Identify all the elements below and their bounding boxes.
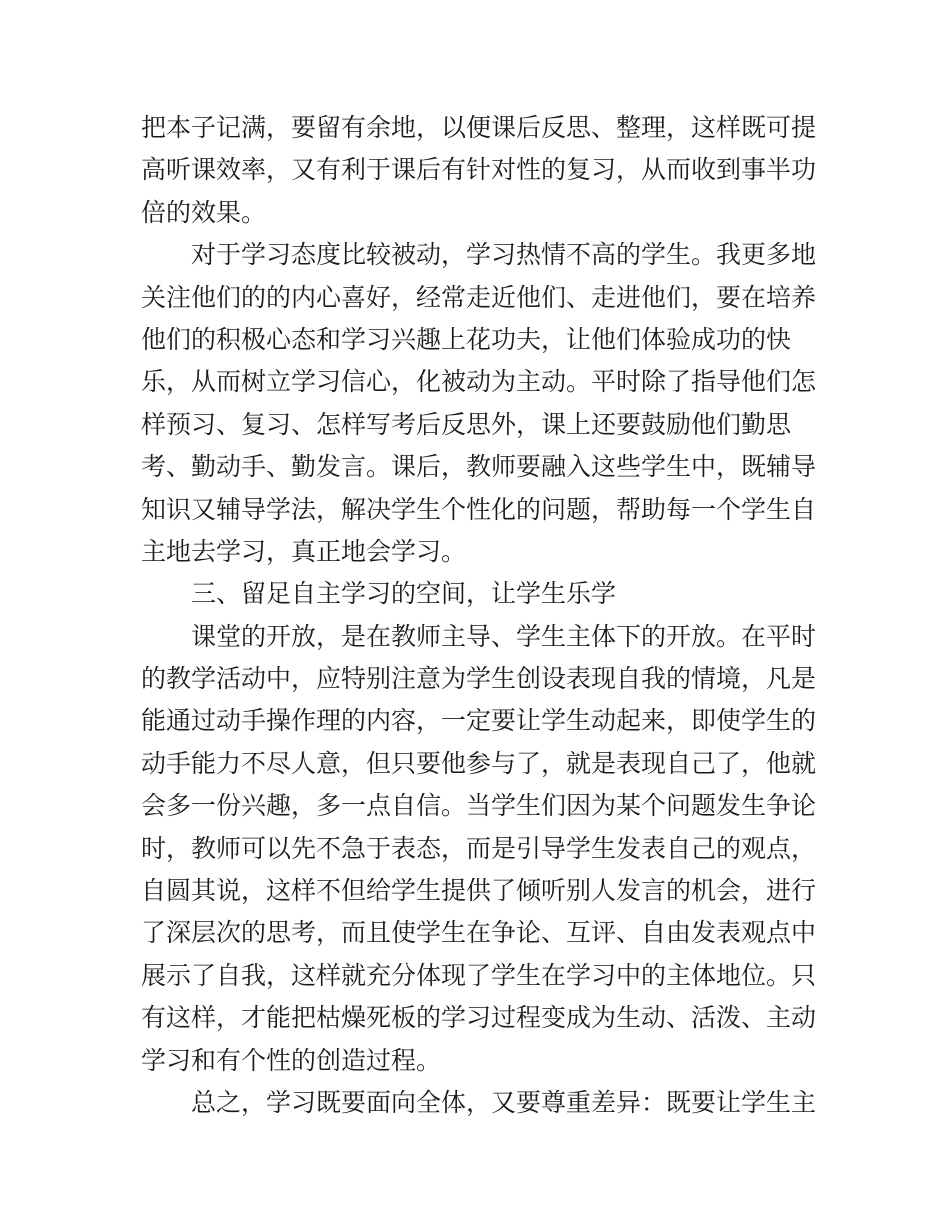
text-line: 能通过动手操作理的内容，一定要让学生动起来，即使学生的 <box>141 706 817 736</box>
body-text <box>141 107 817 1124</box>
text-line: 考、勤动手、勤发言。课后，教师要融入这些学生中，既辅导 <box>141 452 817 482</box>
text-line: 学习和有个性的创造过程。 <box>141 1045 442 1075</box>
text-line: 乐，从而树立学习信心，化被动为主动。平时除了指导他们怎 <box>141 367 817 397</box>
section-heading: 三、留足自主学习的空间，让学生乐学 <box>191 579 617 609</box>
paragraph-start-line: 总之，学习既要面向全体，又要尊重差异：既要让学生主 <box>191 1087 817 1117</box>
text-line: 倍的效果。 <box>141 197 267 227</box>
text-line: 高听课效率，又有利于课后有针对性的复习，从而收到事半功 <box>141 155 817 185</box>
text-line: 会多一份兴趣，多一点自信。当学生们因为某个问题发生争论 <box>141 791 817 821</box>
text-line: 展示了自我，这样就充分体现了学生在学习中的主体地位。只 <box>141 960 817 990</box>
text-line: 样预习、复习、怎样写考后反思外，课上还要鼓励他们勤思 <box>141 409 792 439</box>
text-line: 自圆其说，这样不但给学生提供了倾听别人发言的机会，进行 <box>141 876 817 906</box>
paragraph-start-line: 课堂的开放，是在教师主导、学生主体下的开放。在平时 <box>191 621 817 651</box>
text-line: 的教学活动中，应特别注意为学生创设表现自我的情境，凡是 <box>141 664 817 694</box>
text-line: 有这样，才能把枯燥死板的学习过程变成为生动、活泼、主动 <box>141 1003 817 1033</box>
text-line: 主地去学习，真正地会学习。 <box>141 536 467 566</box>
text-line: 时，教师可以先不急于表态，而是引导学生发表自己的观点， <box>141 833 817 863</box>
text-line: 知识又辅导学法，解决学生个性化的问题，帮助每一个学生自 <box>141 494 817 524</box>
text-line: 动手能力不尽人意，但只要他参与了，就是表现自己了，他就 <box>141 748 817 778</box>
text-line: 了深层次的思考，而且使学生在争论、互评、自由发表观点中 <box>141 918 817 948</box>
text-line: 把本子记满，要留有余地，以便课后反思、整理，这样既可提 <box>141 113 817 142</box>
text-line: 他们的积极心态和学习兴趣上花功夫，让他们体验成功的快 <box>141 324 792 354</box>
text-line: 关注他们的的内心喜好，经常走近他们、走进他们，要在培养 <box>141 282 817 312</box>
paragraph-start-line: 对于学习态度比较被动，学习热情不高的学生。我更多地 <box>191 240 817 270</box>
